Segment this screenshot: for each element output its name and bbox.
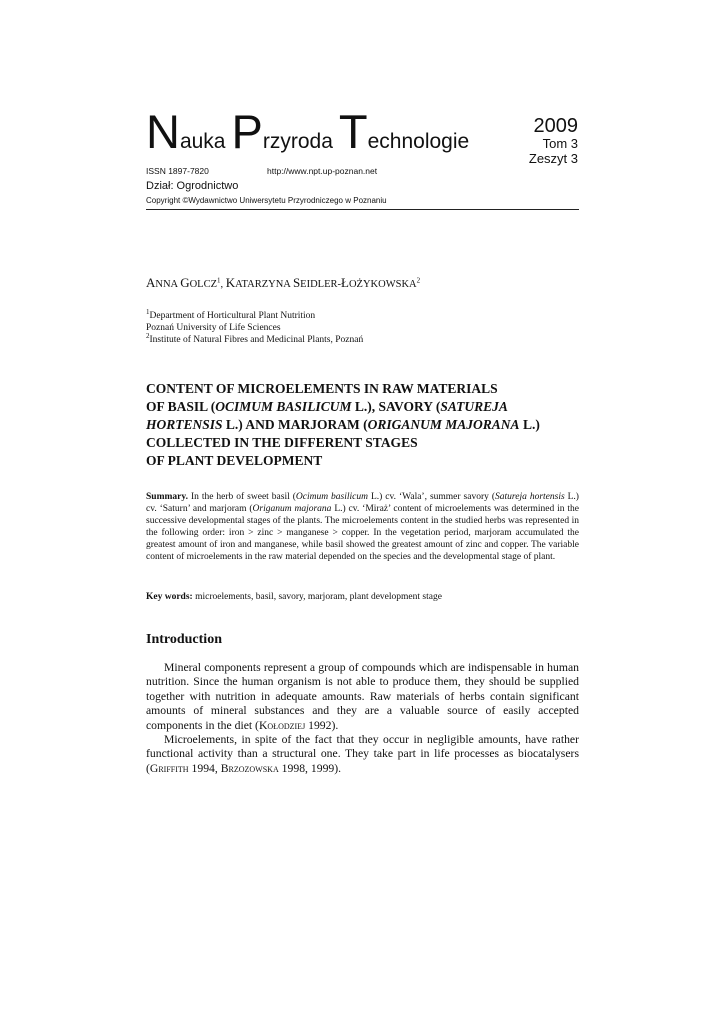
author-1-surname: OLCZ [189,279,217,290]
author-2-surname-part-2: OŻYKOWSKA [348,279,417,290]
species-name: Ocimum basilicum [295,492,368,502]
affiliation-mark: 1 [146,307,150,316]
paragraph-text: 1998, 1999). [278,761,342,775]
author-2-initial: K [225,275,236,290]
keywords-text: microelements, basil, savory, marjoram, plant development stage [192,592,442,602]
keywords [146,592,442,602]
author-1-affil-mark: 1 [217,276,221,285]
paragraph-text: 1992). [305,718,339,732]
citation-author: Brzozowska [220,761,279,775]
journal-title-initial-p: P [231,105,263,158]
issue-number: Zeszyt 3 [528,151,578,166]
affiliation-line [146,331,364,346]
article-title [146,380,586,470]
title-species-name: HORTENSIS [146,417,223,432]
journal-title-initial-t: T [338,105,368,158]
issn: ISSN 1897-7820 [146,166,209,176]
affiliation-mark: 2 [146,331,150,340]
author-1-first-name: NNA [155,279,181,290]
author-1-initial: A [146,275,156,290]
affiliation-text: Department of Horticultural Plant Nutrition [149,311,316,321]
title-species-name: SATUREJA [440,399,508,414]
title-text: CONTENT OF MICROELEMENTS IN RAW MATERIALS [146,381,498,396]
species-name: Origanum majorana [252,504,332,515]
author-2-surname-part-1: EIDLER- [300,279,341,290]
author-list [146,275,420,291]
abstract-label: Summary. [146,492,188,502]
title-line-1 [146,380,586,398]
title-line-5 [146,452,586,470]
author-2-surname-initial: S [292,275,301,290]
paragraph [146,733,579,776]
paragraph-text: 1994, [188,761,221,775]
abstract-text: L.) cv. ‘Wala’, summer savory ( [367,492,495,502]
title-text: L.) AND MARJORAM ( [222,417,368,432]
abstract [146,491,579,564]
title-text: COLLECTED IN THE DIFFERENT STAGES [146,435,418,450]
paragraph [146,661,579,733]
issue-volume: Tom 3 [542,136,578,151]
title-line-2 [146,398,586,416]
title-text: OF BASIL ( [146,399,216,414]
introduction-body [146,661,579,776]
title-line-3 [146,416,586,434]
journal-title-word-2: rzyroda [262,130,333,153]
issue-year: 2009 [533,115,578,137]
author-1-surname-initial: G [180,275,190,290]
title-text: L.) [519,417,540,432]
journal-title-initial-n: N [146,105,180,158]
affiliation-line [146,307,363,322]
affiliation-line [146,322,363,334]
affiliation-text: Poznań University of Life Sciences [146,323,281,333]
title-line-4 [146,434,586,452]
author-separator: , [220,279,226,290]
journal-meta [146,166,586,176]
copyright-notice: Copyright ©Wydawnictwo Uniwersytetu Przyrodniczego w Poznaniu [146,196,387,205]
journal-title-word-3: echnologie [367,130,470,153]
abstract-text: L.) cv. ‘Miraż’ content of microelements was determined in the successive developmental stages of the plants. The microelements content in the studied herbs was represented in the following order: iron > zinc > manganese > copper. In the vegetation period, marjoram accumulated the greatest amount of iron and manganese, while basil showed the greatest amount of zinc and copper. The variable content of microelements in the raw material depended on the species and the developmental stage of plant. [146,504,580,563]
title-species-name: OCIMUM BASILICUM [215,399,352,414]
header-divider [146,209,579,210]
author-2-surname-initial-2: Ł [341,275,349,290]
species-name: Satureja hortensis [495,492,565,502]
author-2-first-name: ATARZYNA [235,279,293,290]
paragraph-text: Microelements, in spite of the fact that they occur in negligible amounts, have rather functional activity than a structural one. They take part in life processes as biocatalysers ( [146,733,579,775]
journal-url[interactable]: http://www.npt.up-poznan.net [267,166,378,176]
abstract-text: In the herb of sweet basil ( [187,492,296,502]
journal-title-word-1: auka [179,130,226,153]
affiliation-text: Institute of Natural Fibres and Medicinal Plants, Poznań [149,335,364,345]
keywords-label: Key words: [146,592,193,602]
paragraph-text: Mineral components represent a group of compounds which are indispensable in human nutrition. Since the human organism is not able to produce them, they should be supplied together with nutrition in adequate amounts. Raw materials of herbs contain significant amounts of mineral substances and they are a valuable source of easily accepted components in the diet ( [146,661,579,732]
journal-section: Dział: Ogrodnictwo [146,180,239,192]
author-2-affil-mark: 2 [416,276,421,285]
citation-author: Griffith [149,761,189,775]
journal-title [146,105,475,158]
citation-author: Kołodziej [258,718,306,732]
affiliations [146,307,364,346]
title-text: L.), SAVORY ( [351,399,441,414]
title-text: OF PLANT DEVELOPMENT [146,453,323,468]
title-species-name: ORIGANUM MAJORANA [367,417,520,432]
abstract-text: L.) cv. ‘Saturn’ and marjoram ( [146,492,579,515]
section-heading-introduction: Introduction [146,632,222,647]
issue-info [529,116,578,166]
